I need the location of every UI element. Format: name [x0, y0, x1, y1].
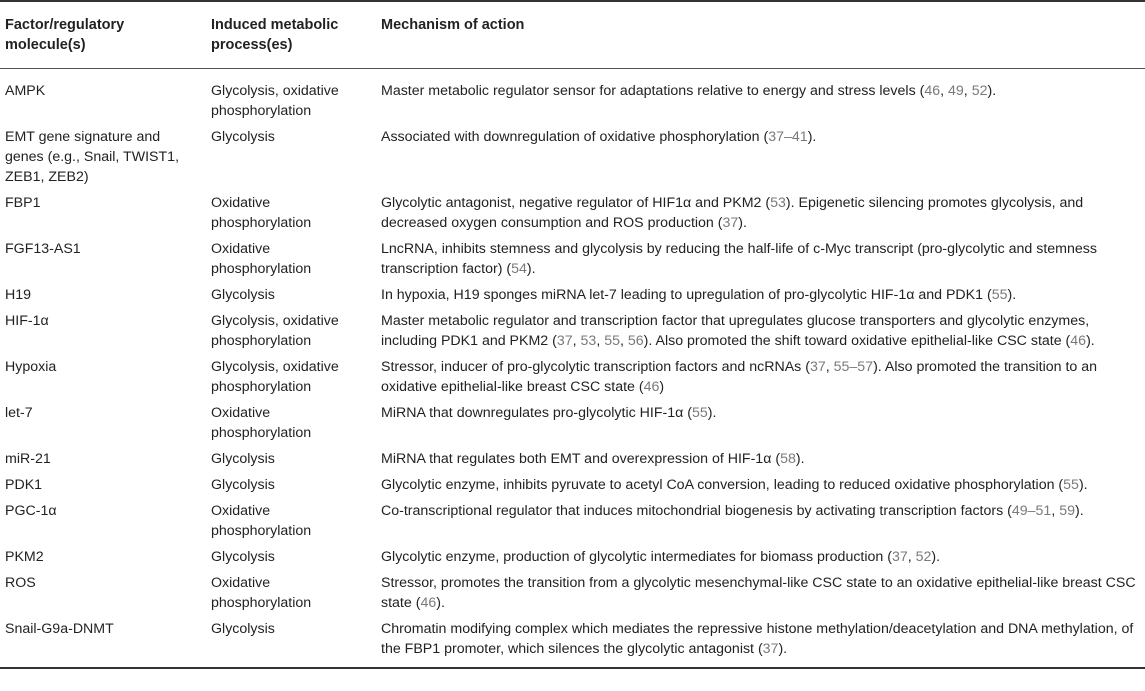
cell-process: Oxidative phosphorylation	[211, 405, 312, 441]
cell-factor: HIF-1α	[5, 313, 49, 329]
citation-ref[interactable]: 37	[556, 333, 573, 349]
mechanism-text: Co-transcriptional regulator that induces mitochondrial biogenesis by activating transcription factors (	[381, 503, 1012, 519]
mechanism-text: ,	[907, 549, 916, 565]
citation-ref[interactable]: 52	[971, 83, 988, 99]
cell-mechanism	[376, 616, 1145, 668]
citation-ref[interactable]: 54	[511, 261, 527, 277]
cell-process: Glycolysis	[211, 287, 275, 303]
mechanism-text: ).	[807, 129, 817, 145]
cell-factor: PGC-1α	[5, 503, 57, 519]
mechanism-text: ).	[987, 83, 997, 99]
mechanism-text: ). Epigenetic silencing promotes glycolysis, and decreased oxygen consumption and ROS production (	[381, 195, 1084, 231]
mechanism-text: ,	[620, 333, 628, 349]
citation-ref[interactable]: 56	[627, 333, 644, 349]
cell-mechanism	[376, 124, 1145, 190]
cell-mechanism	[376, 446, 1145, 472]
citation-ref[interactable]: 37–41	[768, 129, 808, 145]
mechanism-text: ).	[795, 451, 805, 467]
cell-process: Oxidative phosphorylation	[211, 575, 312, 611]
mechanism-text: ,	[572, 333, 581, 349]
mechanism-text: )	[659, 379, 665, 395]
mechanism-text: In hypoxia, H19 sponges miRNA let-7 leading to upregulation of pro-glycolytic HIF-1α and PDK1 (	[381, 287, 992, 303]
cell-process: Glycolysis	[206, 616, 376, 668]
mechanism-text: Master metabolic regulator and transcription factor that upregulates glucose transporters and glycolytic enzymes, including PDK1 and PKM2 (	[381, 313, 1090, 349]
cell-factor: AMPK	[5, 83, 46, 99]
mechanism-text: ).	[436, 595, 445, 611]
cell-factor: EMT gene signature and genes (e.g., Snail, TWIST1, ZEB1, ZEB2)	[5, 129, 180, 185]
mechanism-text: Stressor, promotes the transition from a glycolytic mesenchymal-like CSC state to an oxidative epithelial-like breast CSC state (	[381, 575, 1136, 611]
mechanism-text: ).	[931, 549, 941, 565]
cell-process: Oxidative phosphorylation	[211, 241, 312, 277]
table-row	[0, 308, 1145, 354]
table-row	[0, 190, 1145, 236]
mechanism-text: Master metabolic regulator sensor for adaptations relative to energy and stress levels (	[381, 83, 925, 99]
cell-process: Oxidative phosphorylation	[211, 195, 312, 231]
mechanism-text: ,	[940, 83, 949, 99]
header-factor: Factor/regulatory molecule(s)	[0, 1, 206, 69]
citation-ref[interactable]: 55	[991, 287, 1008, 303]
citation-ref[interactable]: 37	[891, 549, 908, 565]
cell-mechanism	[376, 69, 1145, 125]
cell-process: Glycolysis, oxidative phosphorylation	[211, 83, 339, 119]
cell-process: Glycolysis	[211, 477, 275, 493]
mechanism-text: MiRNA that regulates both EMT and overexpression of HIF-1α (	[381, 451, 781, 467]
cell-mechanism	[376, 544, 1145, 570]
citation-ref[interactable]: 37	[762, 641, 779, 657]
cell-factor: Snail-G9a-DNMT	[0, 616, 206, 668]
cell-factor: ROS	[5, 575, 36, 591]
table-body	[0, 69, 1145, 669]
mechanism-text: LncRNA, inhibits stemness and glycolysis by reducing the half-life of c-Myc transcript (pro-glycolytic and stemness transcription factor) (	[381, 241, 1097, 277]
citation-ref[interactable]: 46	[924, 83, 941, 99]
cell-process: Glycolysis	[211, 451, 275, 467]
mechanism-text: Stressor, inducer of pro-glycolytic transcription factors and ncRNAs (	[381, 359, 810, 375]
citation-ref[interactable]: 46	[1070, 333, 1087, 349]
citation-ref[interactable]: 55	[691, 405, 708, 421]
cell-factor: PDK1	[5, 477, 43, 493]
citation-ref[interactable]: 55	[604, 333, 620, 349]
table-row	[0, 282, 1145, 308]
cell-process: Oxidative phosphorylation	[211, 503, 312, 539]
table-header	[0, 1, 1145, 69]
mechanism-text: ,	[596, 333, 605, 349]
mechanism-text: ).	[1086, 333, 1095, 349]
cell-mechanism	[376, 498, 1145, 544]
cell-process: Glycolysis	[211, 129, 275, 145]
table-row	[0, 236, 1145, 282]
cell-factor: FBP1	[5, 195, 41, 211]
cell-factor: miR-21	[5, 451, 51, 467]
mechanism-text: MiRNA that downregulates pro-glycolytic HIF-1α (	[381, 405, 692, 421]
table-row	[0, 570, 1145, 616]
header-mechanism: Mechanism of action	[376, 1, 1145, 69]
citation-ref[interactable]: 46	[420, 595, 437, 611]
table-row	[0, 544, 1145, 570]
citation-ref[interactable]: 55	[1063, 477, 1079, 493]
cell-mechanism	[376, 472, 1145, 498]
citation-ref[interactable]: 49	[948, 83, 964, 99]
table-row	[0, 400, 1145, 446]
citation-ref[interactable]: 58	[780, 451, 796, 467]
table-row	[0, 124, 1145, 190]
mechanism-text: Associated with downregulation of oxidative phosphorylation (	[381, 129, 769, 145]
citation-ref[interactable]: 37	[809, 359, 826, 375]
mechanism-text: ).	[1075, 503, 1084, 519]
header-process: Induced metabolic process(es)	[206, 1, 376, 69]
table-row	[0, 446, 1145, 472]
cell-mechanism	[376, 282, 1145, 308]
mechanism-text: ).	[1007, 287, 1017, 303]
citation-ref[interactable]: 53	[580, 333, 597, 349]
table-row	[0, 354, 1145, 400]
mechanism-text: ). Also promoted the shift toward oxidative epithelial-like CSC state (	[643, 333, 1071, 349]
cell-mechanism	[376, 354, 1145, 400]
citation-ref[interactable]: 52	[915, 549, 932, 565]
citation-ref[interactable]: 46	[643, 379, 660, 395]
table-row	[0, 472, 1145, 498]
mechanism-text: ). Also promoted the transition to an oxidative epithelial-like breast CSC state (	[381, 359, 1098, 395]
cell-factor: H19	[5, 287, 32, 303]
cell-factor: let-7	[5, 405, 33, 421]
cell-process: Glycolysis, oxidative phosphorylation	[211, 313, 339, 349]
citation-ref[interactable]: 53	[770, 195, 786, 211]
cell-factor: Hypoxia	[5, 359, 57, 375]
cell-mechanism	[376, 236, 1145, 282]
cell-mechanism	[376, 570, 1145, 616]
cell-mechanism	[376, 400, 1145, 446]
mechanism-text: ,	[825, 359, 834, 375]
mechanism-text: ,	[963, 83, 972, 99]
mechanism-text: Glycolytic enzyme, inhibits pyruvate to acetyl CoA conversion, leading to reduced oxidative phosphorylation (	[381, 477, 1064, 493]
table-row	[0, 616, 1145, 668]
table-row	[0, 69, 1145, 125]
citation-ref[interactable]: 49–51	[1011, 503, 1052, 519]
cell-process: Glycolysis, oxidative phosphorylation	[211, 359, 339, 395]
cell-factor: FGF13-AS1	[5, 241, 81, 257]
mechanism-text: Glycolytic enzyme, production of glycolytic intermediates for biomass production (	[381, 549, 892, 565]
mechanism-text: ).	[707, 405, 717, 421]
mechanism-text: Chromatin modifying complex which mediates the repressive histone methylation/deacetylation and DNA methylation, of the FBP1 promoter, which silences the glycolytic antagonist (	[381, 621, 1134, 657]
table-row	[0, 498, 1145, 544]
cell-mechanism	[376, 190, 1145, 236]
mechanism-text: ,	[1051, 503, 1060, 519]
mechanism-text: ).	[1078, 477, 1088, 493]
mechanism-text: ).	[778, 641, 788, 657]
citation-ref[interactable]: 37	[722, 215, 739, 231]
mechanism-text: Glycolytic antagonist, negative regulator of HIF1α and PKM2 (	[381, 195, 771, 211]
mechanism-text: ).	[738, 215, 747, 231]
citation-ref[interactable]: 59	[1059, 503, 1075, 519]
cell-process: Glycolysis	[211, 549, 275, 565]
cell-factor: PKM2	[5, 549, 44, 565]
mechanism-text: ).	[526, 261, 536, 277]
cell-mechanism	[376, 308, 1145, 354]
citation-ref[interactable]: 55–57	[833, 359, 874, 375]
